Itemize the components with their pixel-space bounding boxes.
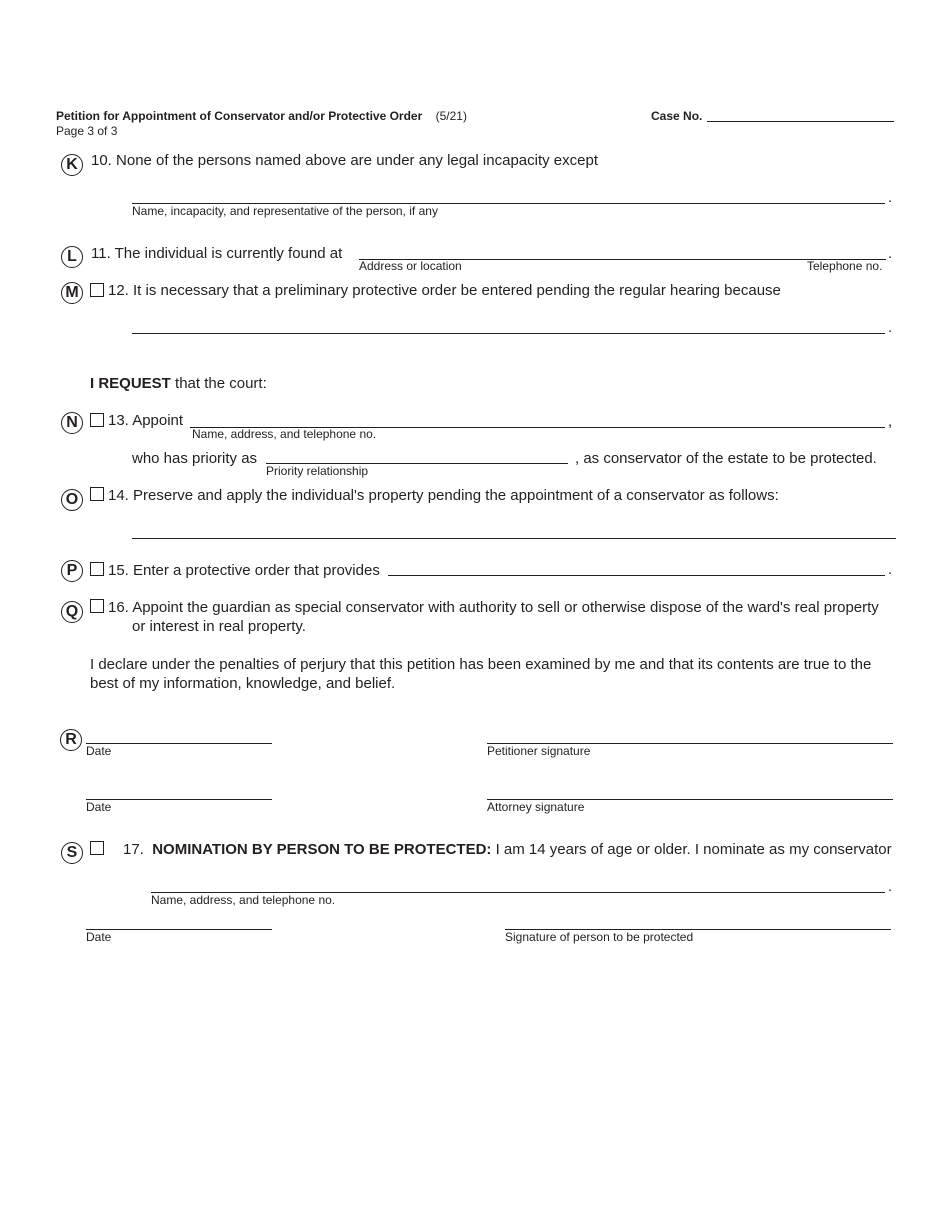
item-11-caption-address: Address or location [359,259,462,273]
case-number-field[interactable] [707,121,894,122]
marker-r: R [60,729,82,751]
page-number: Page 3 of 3 [56,124,118,138]
marker-n: N [61,412,83,434]
item-17-period: . [888,878,893,895]
request-rest: that the court: [170,375,267,392]
item-11-period: . [888,245,893,262]
item-14-text: 14. Preserve and apply the individual's property pending the appointment of a conservator as follows: [108,487,779,504]
protected-date-label: Date [86,930,112,944]
item-10-text: 10. None of the persons named above are under any legal incapacity except [91,152,598,169]
item-17-caption-name: Name, address, and telephone no. [151,893,336,907]
protected-date-field[interactable] [86,929,272,930]
item-12-checkbox[interactable] [90,283,104,297]
marker-q: Q [61,601,83,623]
item-15-checkbox[interactable] [90,562,104,576]
item-13-tail: , as conservator of the estate to be protected. [575,450,877,467]
item-16-line1: 16. Appoint the guardian as special conservator with authority to sell or otherwise dispose of the ward's real property [108,599,879,616]
item-13-comma: , [888,413,893,430]
item-13-checkbox[interactable] [90,413,104,427]
item-14-field[interactable] [132,538,896,539]
item-17-text [123,841,892,858]
attorney-date-label: Date [86,800,112,814]
form-header [56,109,467,123]
marker-m: M [61,282,83,304]
marker-l: L [61,246,83,268]
marker-s: S [61,842,83,864]
form-date: (5/21) [435,109,467,123]
protected-signature-label: Signature of person to be protected [505,930,694,944]
item-15-text: 15. Enter a protective order that provides [108,562,380,579]
item-11-text: 11. The individual is currently found at [91,245,343,262]
item-17-checkbox[interactable] [90,841,104,855]
form-title: Petition for Appointment of Conservator and/or Protective Order [56,109,423,123]
item-13-caption-priority: Priority relationship [266,464,369,478]
marker-p: P [61,560,83,582]
petitioner-signature-label: Petitioner signature [487,744,591,758]
item-12-text: 12. It is necessary that a preliminary protective order be entered pending the regular hearing because [108,282,781,299]
item-16-checkbox[interactable] [90,599,104,613]
item-17-bold: NOMINATION BY PERSON TO BE PROTECTED: [152,841,492,858]
item-10-caption: Name, incapacity, and representative of the person, if any [132,204,438,218]
marker-o: O [61,489,83,511]
item-17-number: 17. [123,841,144,858]
item-15-period: . [888,561,893,578]
case-number-label: Case No. [651,109,703,123]
marker-k: K [61,154,83,176]
item-16-line2: or interest in real property. [132,618,306,635]
item-17-rest: I am 14 years of age or older. I nominate as my conservator [491,841,892,858]
item-11-caption-phone: Telephone no. [807,259,883,273]
item-13-priority-text: who has priority as [132,450,258,467]
petitioner-date-field[interactable] [86,743,272,744]
item-10-period: . [888,189,893,206]
item-13-caption-name: Name, address, and telephone no. [192,427,377,441]
declaration-text: I declare under the penalties of perjury that this petition has been examined by me and that its contents are true to the best of my information, knowledge, and belief. [90,656,872,692]
item-14-checkbox[interactable] [90,487,104,501]
petitioner-date-label: Date [86,744,112,758]
attorney-signature-label: Attorney signature [487,800,585,814]
item-12-period: . [888,319,893,336]
attorney-date-field[interactable] [86,799,272,800]
request-bold: I REQUEST [90,375,171,392]
item-12-field[interactable] [132,333,885,334]
request-heading [90,375,267,392]
item-15-field[interactable] [388,575,885,576]
item-13-text: 13. Appoint [108,412,184,429]
